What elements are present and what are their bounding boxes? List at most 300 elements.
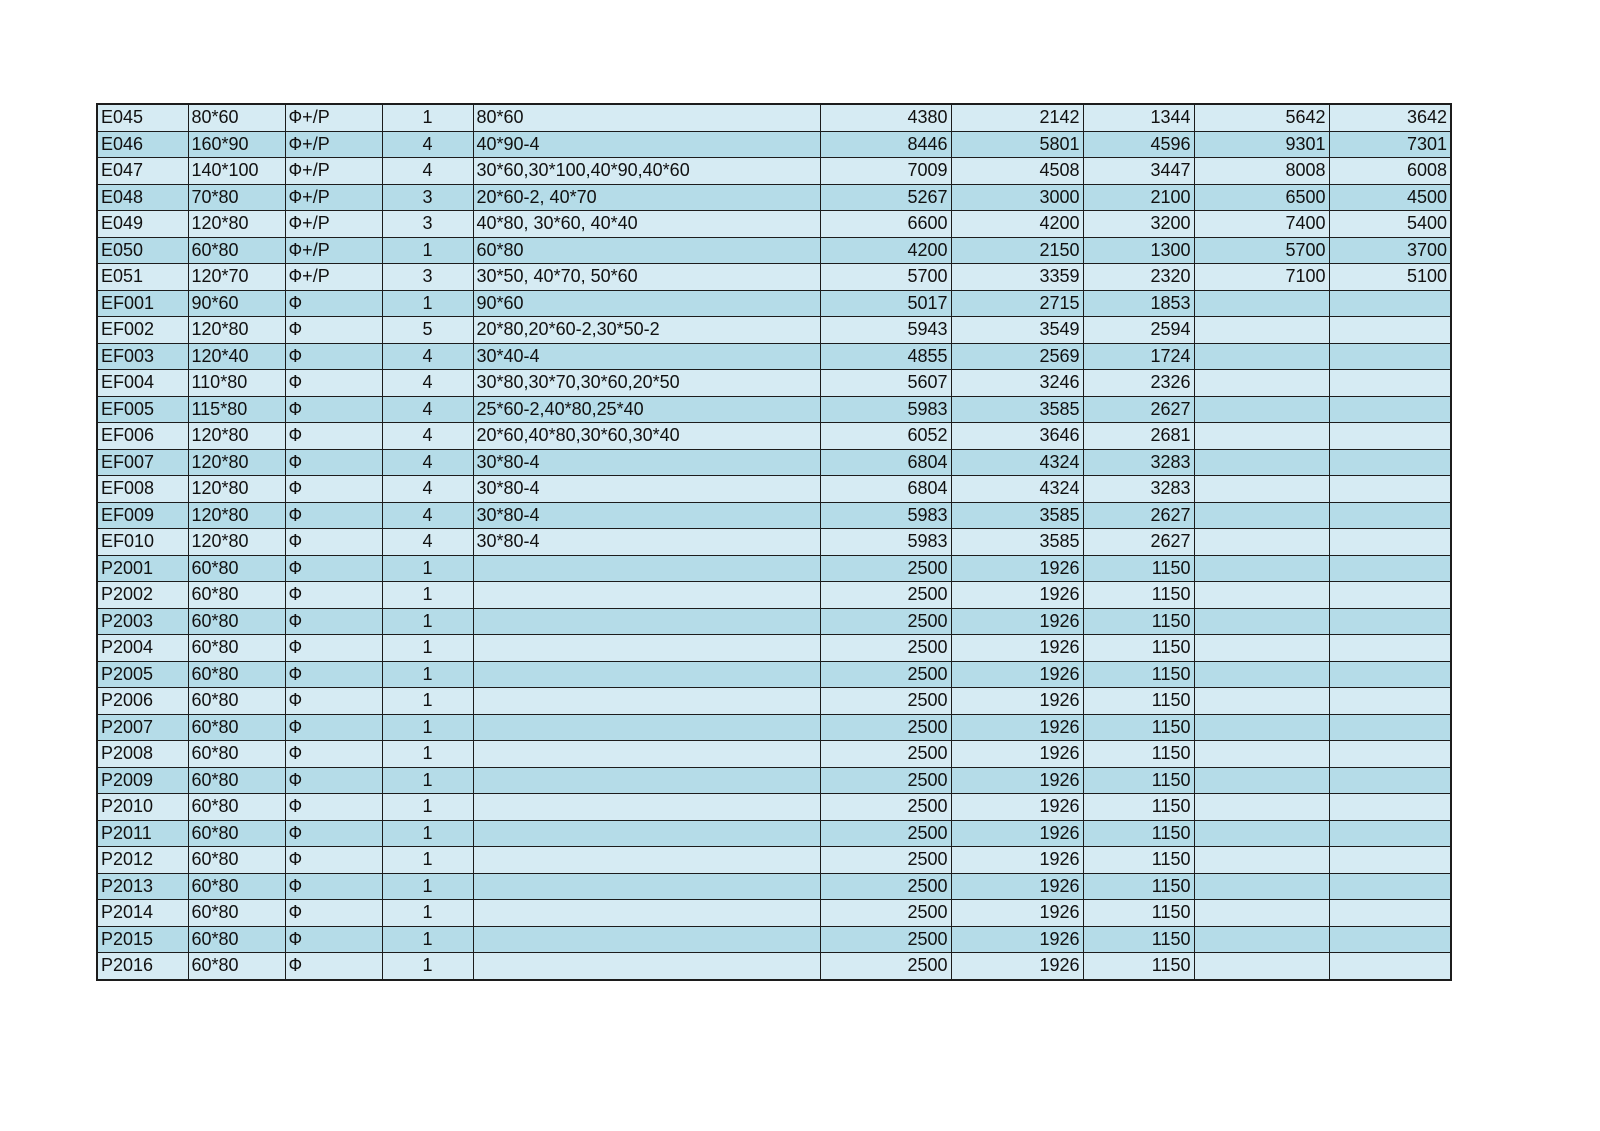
cell-value-5 [1329,582,1451,609]
cell-size: 120*80 [188,449,285,476]
cell-size: 60*80 [188,555,285,582]
cell-code: P2007 [97,714,188,741]
cell-code: P2010 [97,794,188,821]
cell-value-4 [1194,608,1329,635]
cell-parts [473,741,820,768]
cell-type: Ф [285,608,382,635]
table-row [97,211,1451,238]
cell-parts [473,688,820,715]
cell-value-4: 8008 [1194,158,1329,185]
cell-size: 60*80 [188,661,285,688]
cell-parts: 20*60-2, 40*70 [473,184,820,211]
cell-value-4 [1194,900,1329,927]
cell-value-4 [1194,767,1329,794]
cell-value-4 [1194,820,1329,847]
cell-value-5 [1329,502,1451,529]
cell-value-4: 5642 [1194,104,1329,131]
cell-code: P2002 [97,582,188,609]
cell-parts: 25*60-2,40*80,25*40 [473,396,820,423]
cell-parts: 60*80 [473,237,820,264]
cell-code: EF002 [97,317,188,344]
cell-parts [473,661,820,688]
table-row [97,953,1451,980]
cell-parts [473,820,820,847]
cell-value-2: 1926 [951,926,1083,953]
cell-value-1: 7009 [820,158,951,185]
cell-code: P2009 [97,767,188,794]
cell-size: 120*70 [188,264,285,291]
cell-value-3: 2100 [1083,184,1194,211]
cell-value-1: 2500 [820,635,951,662]
table-row [97,158,1451,185]
cell-value-4: 7400 [1194,211,1329,238]
cell-value-1: 6052 [820,423,951,450]
cell-code: P2005 [97,661,188,688]
cell-size: 120*80 [188,529,285,556]
cell-count: 1 [382,237,473,264]
cell-type: Ф [285,661,382,688]
cell-parts [473,714,820,741]
cell-size: 60*80 [188,635,285,662]
cell-count: 1 [382,290,473,317]
cell-value-1: 5607 [820,370,951,397]
cell-value-3: 1150 [1083,820,1194,847]
table-row [97,926,1451,953]
table-row [97,104,1451,131]
cell-size: 60*80 [188,873,285,900]
cell-parts: 30*80-4 [473,529,820,556]
cell-size: 115*80 [188,396,285,423]
cell-value-4 [1194,741,1329,768]
cell-value-2: 1926 [951,688,1083,715]
cell-count: 4 [382,343,473,370]
table-row [97,582,1451,609]
cell-size: 120*80 [188,476,285,503]
cell-value-3: 1150 [1083,847,1194,874]
cell-value-2: 2142 [951,104,1083,131]
cell-value-2: 5801 [951,131,1083,158]
cell-value-4 [1194,529,1329,556]
cell-value-5: 7301 [1329,131,1451,158]
cell-value-2: 3549 [951,317,1083,344]
cell-value-1: 2500 [820,847,951,874]
cell-value-5: 3642 [1329,104,1451,131]
cell-code: EF009 [97,502,188,529]
cell-value-4 [1194,502,1329,529]
cell-size: 90*60 [188,290,285,317]
cell-parts: 20*60,40*80,30*60,30*40 [473,423,820,450]
cell-value-5 [1329,290,1451,317]
cell-parts [473,847,820,874]
cell-parts: 30*40-4 [473,343,820,370]
cell-value-3: 2326 [1083,370,1194,397]
cell-value-1: 2500 [820,688,951,715]
cell-value-4 [1194,661,1329,688]
cell-value-3: 1724 [1083,343,1194,370]
cell-value-3: 1300 [1083,237,1194,264]
cell-value-5 [1329,529,1451,556]
cell-parts [473,555,820,582]
cell-value-2: 3246 [951,370,1083,397]
cell-count: 4 [382,131,473,158]
cell-code: E046 [97,131,188,158]
cell-value-1: 6804 [820,449,951,476]
cell-value-3: 1150 [1083,926,1194,953]
cell-count: 1 [382,104,473,131]
table-row [97,608,1451,635]
data-table [96,103,1452,981]
cell-size: 120*80 [188,502,285,529]
table-row [97,794,1451,821]
cell-value-4 [1194,396,1329,423]
cell-value-3: 4596 [1083,131,1194,158]
cell-value-3: 2627 [1083,502,1194,529]
cell-size: 160*90 [188,131,285,158]
cell-value-1: 4855 [820,343,951,370]
cell-code: E048 [97,184,188,211]
cell-type: Ф+/P [285,211,382,238]
table-row [97,741,1451,768]
cell-value-3: 2594 [1083,317,1194,344]
cell-code: P2012 [97,847,188,874]
cell-value-2: 3646 [951,423,1083,450]
cell-value-2: 2715 [951,290,1083,317]
table-body [97,104,1451,980]
cell-value-4 [1194,423,1329,450]
cell-parts: 20*80,20*60-2,30*50-2 [473,317,820,344]
cell-count: 4 [382,502,473,529]
table-row [97,423,1451,450]
cell-value-2: 3359 [951,264,1083,291]
cell-value-4 [1194,343,1329,370]
cell-value-3: 1150 [1083,900,1194,927]
cell-value-3: 1150 [1083,661,1194,688]
cell-type: Ф [285,847,382,874]
cell-type: Ф [285,343,382,370]
cell-size: 60*80 [188,926,285,953]
cell-size: 60*80 [188,688,285,715]
cell-type: Ф [285,688,382,715]
table-row [97,343,1451,370]
cell-type: Ф [285,317,382,344]
cell-type: Ф+/P [285,264,382,291]
cell-value-2: 1926 [951,873,1083,900]
cell-code: P2004 [97,635,188,662]
cell-count: 1 [382,953,473,980]
cell-value-5 [1329,635,1451,662]
cell-value-1: 2500 [820,873,951,900]
cell-type: Ф [285,900,382,927]
cell-value-4 [1194,449,1329,476]
cell-value-3: 1150 [1083,873,1194,900]
table-row [97,714,1451,741]
cell-parts: 30*80,30*70,30*60,20*50 [473,370,820,397]
cell-size: 120*80 [188,423,285,450]
cell-value-4 [1194,555,1329,582]
cell-value-1: 6600 [820,211,951,238]
cell-value-3: 1150 [1083,741,1194,768]
cell-value-1: 2500 [820,714,951,741]
cell-value-2: 2569 [951,343,1083,370]
cell-count: 1 [382,661,473,688]
cell-value-3: 3283 [1083,476,1194,503]
cell-value-1: 2500 [820,608,951,635]
cell-type: Ф [285,476,382,503]
cell-count: 1 [382,635,473,662]
cell-value-4 [1194,873,1329,900]
cell-value-1: 2500 [820,953,951,980]
cell-value-2: 3585 [951,529,1083,556]
table-row [97,290,1451,317]
cell-value-5 [1329,820,1451,847]
cell-size: 60*80 [188,847,285,874]
cell-size: 60*80 [188,953,285,980]
cell-count: 1 [382,873,473,900]
cell-value-5 [1329,370,1451,397]
cell-parts [473,582,820,609]
cell-type: Ф+/P [285,131,382,158]
cell-parts [473,953,820,980]
cell-code: E051 [97,264,188,291]
cell-value-2: 1926 [951,820,1083,847]
cell-parts: 90*60 [473,290,820,317]
cell-value-5 [1329,423,1451,450]
cell-type: Ф [285,926,382,953]
cell-code: EF006 [97,423,188,450]
cell-size: 60*80 [188,794,285,821]
cell-value-3: 1150 [1083,635,1194,662]
cell-value-2: 1926 [951,847,1083,874]
cell-value-3: 1150 [1083,794,1194,821]
cell-value-5 [1329,767,1451,794]
cell-value-4 [1194,847,1329,874]
cell-value-5 [1329,343,1451,370]
cell-count: 4 [382,423,473,450]
table-row [97,688,1451,715]
cell-value-5: 6008 [1329,158,1451,185]
cell-code: EF003 [97,343,188,370]
table-row [97,502,1451,529]
cell-count: 3 [382,184,473,211]
cell-value-2: 1926 [951,900,1083,927]
cell-count: 1 [382,767,473,794]
cell-count: 1 [382,688,473,715]
cell-value-5 [1329,873,1451,900]
table-row [97,635,1451,662]
cell-value-3: 1150 [1083,608,1194,635]
table-row [97,873,1451,900]
cell-parts [473,635,820,662]
cell-value-4 [1194,714,1329,741]
cell-value-5 [1329,449,1451,476]
cell-count: 5 [382,317,473,344]
cell-value-1: 2500 [820,661,951,688]
cell-value-4 [1194,370,1329,397]
cell-value-2: 1926 [951,555,1083,582]
cell-value-4 [1194,926,1329,953]
table-row [97,847,1451,874]
cell-size: 120*80 [188,211,285,238]
cell-parts: 30*80-4 [473,502,820,529]
cell-type: Ф [285,529,382,556]
cell-value-5 [1329,794,1451,821]
cell-parts [473,767,820,794]
table-row [97,317,1451,344]
cell-parts [473,608,820,635]
cell-value-4 [1194,953,1329,980]
cell-value-5: 4500 [1329,184,1451,211]
cell-value-3: 2320 [1083,264,1194,291]
cell-value-5 [1329,900,1451,927]
cell-code: EF001 [97,290,188,317]
table-row [97,131,1451,158]
cell-value-4 [1194,794,1329,821]
cell-type: Ф [285,767,382,794]
cell-value-3: 1150 [1083,767,1194,794]
cell-value-4: 9301 [1194,131,1329,158]
cell-value-5 [1329,396,1451,423]
cell-count: 1 [382,794,473,821]
cell-value-5 [1329,953,1451,980]
table-row [97,820,1451,847]
cell-size: 60*80 [188,714,285,741]
cell-value-1: 8446 [820,131,951,158]
cell-type: Ф [285,714,382,741]
cell-type: Ф [285,794,382,821]
cell-code: E047 [97,158,188,185]
cell-size: 70*80 [188,184,285,211]
cell-code: E050 [97,237,188,264]
cell-value-1: 2500 [820,741,951,768]
table-row [97,555,1451,582]
cell-value-1: 6804 [820,476,951,503]
cell-code: P2014 [97,900,188,927]
cell-value-1: 5017 [820,290,951,317]
cell-count: 1 [382,608,473,635]
cell-value-3: 1150 [1083,582,1194,609]
cell-value-1: 5983 [820,529,951,556]
cell-value-3: 3200 [1083,211,1194,238]
cell-code: P2011 [97,820,188,847]
cell-type: Ф [285,635,382,662]
table-row [97,449,1451,476]
cell-code: EF008 [97,476,188,503]
cell-value-5: 5400 [1329,211,1451,238]
cell-size: 60*80 [188,582,285,609]
cell-value-2: 1926 [951,635,1083,662]
cell-count: 3 [382,211,473,238]
table-row [97,661,1451,688]
cell-type: Ф [285,396,382,423]
cell-value-5: 3700 [1329,237,1451,264]
cell-value-5 [1329,741,1451,768]
cell-value-5 [1329,714,1451,741]
cell-value-2: 3585 [951,396,1083,423]
cell-size: 120*80 [188,317,285,344]
cell-value-5 [1329,926,1451,953]
cell-value-3: 2681 [1083,423,1194,450]
cell-value-5 [1329,555,1451,582]
cell-code: P2013 [97,873,188,900]
cell-size: 80*60 [188,104,285,131]
cell-value-4: 6500 [1194,184,1329,211]
table-row [97,900,1451,927]
cell-count: 4 [382,529,473,556]
cell-value-2: 1926 [951,953,1083,980]
cell-type: Ф [285,873,382,900]
cell-value-2: 3585 [951,502,1083,529]
cell-type: Ф+/P [285,158,382,185]
cell-parts [473,926,820,953]
cell-value-5 [1329,476,1451,503]
cell-count: 1 [382,714,473,741]
cell-count: 1 [382,847,473,874]
cell-type: Ф [285,582,382,609]
cell-count: 1 [382,820,473,847]
cell-parts: 30*60,30*100,40*90,40*60 [473,158,820,185]
cell-count: 4 [382,370,473,397]
cell-parts [473,900,820,927]
cell-size: 110*80 [188,370,285,397]
cell-value-3: 1853 [1083,290,1194,317]
cell-value-3: 1344 [1083,104,1194,131]
cell-parts [473,873,820,900]
cell-size: 120*40 [188,343,285,370]
cell-size: 60*80 [188,900,285,927]
table-row [97,476,1451,503]
cell-value-3: 1150 [1083,953,1194,980]
cell-code: EF007 [97,449,188,476]
cell-value-1: 5943 [820,317,951,344]
cell-value-2: 1926 [951,794,1083,821]
cell-type: Ф+/P [285,237,382,264]
cell-type: Ф [285,555,382,582]
cell-code: P2001 [97,555,188,582]
cell-value-1: 4380 [820,104,951,131]
cell-value-1: 2500 [820,582,951,609]
cell-value-1: 2500 [820,926,951,953]
cell-type: Ф [285,423,382,450]
table-row [97,370,1451,397]
cell-type: Ф [285,290,382,317]
cell-value-1: 5267 [820,184,951,211]
cell-value-4: 7100 [1194,264,1329,291]
cell-value-2: 4324 [951,476,1083,503]
cell-value-3: 1150 [1083,688,1194,715]
cell-type: Ф [285,820,382,847]
cell-count: 4 [382,476,473,503]
cell-value-4 [1194,635,1329,662]
cell-size: 60*80 [188,608,285,635]
cell-code: P2003 [97,608,188,635]
cell-code: P2016 [97,953,188,980]
cell-value-1: 2500 [820,767,951,794]
cell-size: 60*80 [188,820,285,847]
cell-code: EF004 [97,370,188,397]
cell-code: EF010 [97,529,188,556]
cell-value-3: 2627 [1083,529,1194,556]
cell-value-2: 1926 [951,767,1083,794]
cell-code: E049 [97,211,188,238]
table-row [97,237,1451,264]
cell-count: 1 [382,741,473,768]
table-row [97,184,1451,211]
cell-type: Ф+/P [285,104,382,131]
cell-value-4 [1194,688,1329,715]
cell-parts: 30*50, 40*70, 50*60 [473,264,820,291]
cell-parts: 30*80-4 [473,449,820,476]
table-row [97,396,1451,423]
